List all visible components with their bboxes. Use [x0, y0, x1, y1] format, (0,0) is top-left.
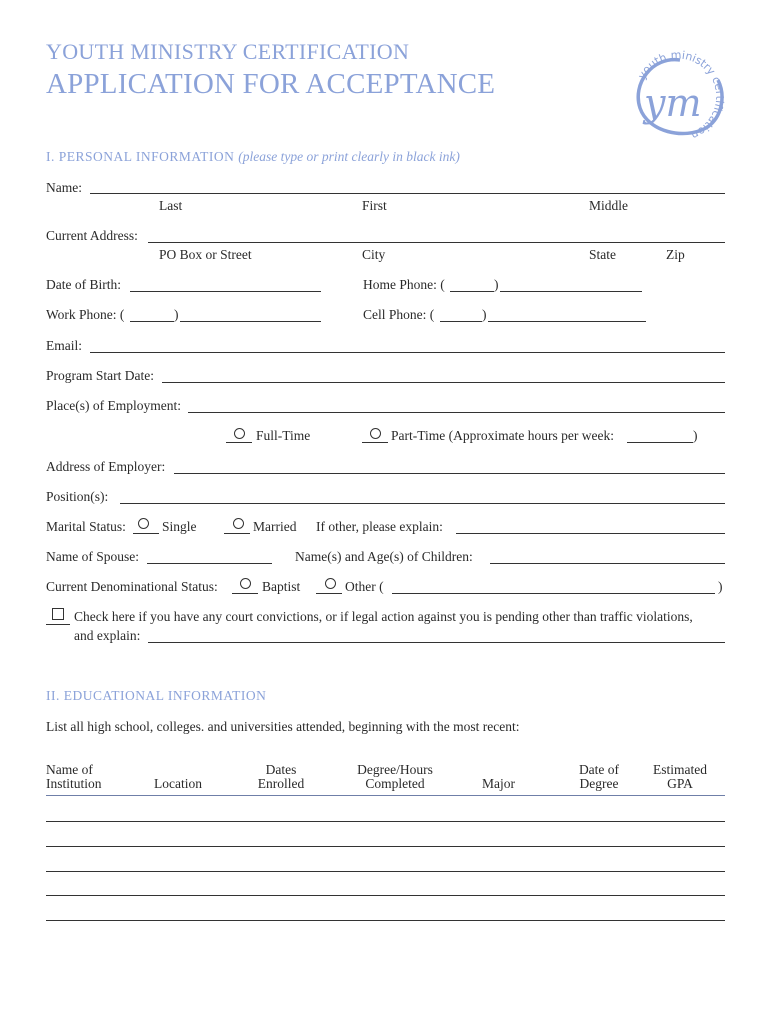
children-field[interactable] [490, 563, 725, 564]
program-start-label: Program Start Date: [46, 368, 154, 383]
single-radio[interactable] [138, 518, 149, 529]
married-radio[interactable] [233, 518, 244, 529]
col-header-major: Major [482, 776, 515, 791]
address-state-caption: State [589, 247, 616, 262]
col-header-dates-enrolled: Dates Enrolled [257, 762, 305, 791]
spouse-field[interactable] [147, 563, 272, 564]
single-label: Single [162, 519, 197, 534]
name-field[interactable] [90, 193, 725, 194]
marital-label: Marital Status: [46, 519, 126, 534]
baptist-blank[interactable] [232, 593, 258, 594]
cell-phone-area-field[interactable] [440, 321, 482, 322]
logo-text: youth ministry certification [635, 48, 727, 142]
full-time-radio[interactable] [234, 428, 245, 439]
table-header-rule [46, 795, 725, 796]
form-subtitle: APPLICATION FOR ACCEPTANCE [46, 68, 496, 100]
spouse-label: Name of Spouse: [46, 549, 139, 564]
name-middle-caption: Middle [589, 198, 628, 213]
dob-field[interactable] [130, 291, 321, 292]
education-row-2[interactable] [46, 846, 725, 847]
education-row-3[interactable] [46, 871, 725, 872]
logo-mark: ym [644, 81, 702, 125]
single-blank[interactable] [133, 533, 159, 534]
positions-field[interactable] [120, 503, 725, 504]
name-last-caption: Last [159, 198, 183, 213]
part-time-paren: ) [693, 428, 698, 443]
address-zip-caption: Zip [666, 247, 685, 262]
address-field[interactable] [148, 242, 725, 243]
form-title: YOUTH MINISTRY CERTIFICATION [46, 39, 410, 64]
col-header-gpa: Estimated GPA [653, 762, 707, 791]
other-denomination-field[interactable] [392, 593, 715, 594]
email-label: Email: [46, 338, 82, 353]
baptist-label: Baptist [262, 579, 301, 594]
married-blank[interactable] [224, 533, 250, 534]
other-denomination-label: Other ( [345, 579, 384, 594]
employment-label: Place(s) of Employment: [46, 398, 181, 413]
work-phone-field[interactable] [180, 321, 321, 322]
address-street-caption: PO Box or Street [159, 247, 252, 262]
work-phone-paren: ) [174, 307, 179, 322]
name-first-caption: First [362, 198, 387, 213]
denomination-label: Current Denominational Status: [46, 579, 218, 594]
cell-phone-label: Cell Phone: ( [363, 307, 435, 322]
section-personal-title: I. PERSONAL INFORMATION [46, 149, 235, 164]
other-denomination-blank[interactable] [316, 593, 342, 594]
married-label: Married [253, 519, 297, 534]
dob-label: Date of Birth: [46, 277, 121, 292]
part-time-radio[interactable] [370, 428, 381, 439]
convictions-checkbox[interactable] [52, 608, 64, 620]
children-label: Name(s) and Age(s) of Children: [295, 549, 473, 564]
positions-label: Position(s): [46, 489, 109, 504]
other-explain-label: If other, please explain: [316, 519, 443, 534]
convictions-explain-field[interactable] [148, 642, 725, 643]
education-instructions: List all high school, colleges. and universities attended, beginning with the most recent: [46, 719, 520, 734]
col-header-degree-hours: Degree/Hours Completed [357, 762, 433, 791]
name-label: Name: [46, 180, 82, 195]
employer-address-label: Address of Employer: [46, 459, 166, 474]
section-personal-instructions: (please type or print clearly in black ink) [238, 149, 460, 164]
convictions-text: Check here if you have any court convictions, or if legal action against you is pending other than traffic violations, [74, 609, 693, 624]
part-time-blank[interactable] [362, 442, 388, 443]
program-start-field[interactable] [162, 382, 725, 383]
part-time-label: Part-Time (Approximate hours per week: [391, 428, 614, 443]
section-personal-heading [46, 149, 460, 165]
full-time-blank[interactable] [226, 442, 252, 443]
full-time-label: Full-Time [256, 428, 311, 443]
home-phone-paren: ) [494, 277, 499, 292]
other-denomination-paren: ) [718, 579, 723, 594]
work-phone-area-field[interactable] [130, 321, 174, 322]
address-label: Current Address: [46, 228, 138, 243]
baptist-radio[interactable] [240, 578, 251, 589]
work-phone-label: Work Phone: ( [46, 307, 125, 322]
education-row-5[interactable] [46, 920, 725, 921]
education-row-4[interactable] [46, 895, 725, 896]
col-header-institution: Name of Institution [46, 762, 102, 791]
col-header-date-of-degree: Date of Degree [578, 762, 620, 791]
home-phone-field[interactable] [500, 291, 642, 292]
col-header-location: Location [154, 776, 202, 791]
ym-logo [622, 36, 738, 146]
cell-phone-paren: ) [482, 307, 487, 322]
section-education-heading: II. EDUCATIONAL INFORMATION [46, 688, 267, 703]
other-explain-field[interactable] [456, 533, 725, 534]
convictions-explain-label: and explain: [74, 628, 141, 643]
employer-address-field[interactable] [174, 473, 725, 474]
email-field[interactable] [90, 352, 725, 353]
home-phone-label: Home Phone: ( [363, 277, 445, 292]
part-time-hours-field[interactable] [627, 442, 693, 443]
home-phone-area-field[interactable] [450, 291, 494, 292]
education-row-1[interactable] [46, 821, 725, 822]
employment-field[interactable] [188, 412, 725, 413]
address-city-caption: City [362, 247, 386, 262]
other-denomination-radio[interactable] [325, 578, 336, 589]
convictions-blank[interactable] [46, 624, 70, 625]
cell-phone-field[interactable] [488, 321, 646, 322]
